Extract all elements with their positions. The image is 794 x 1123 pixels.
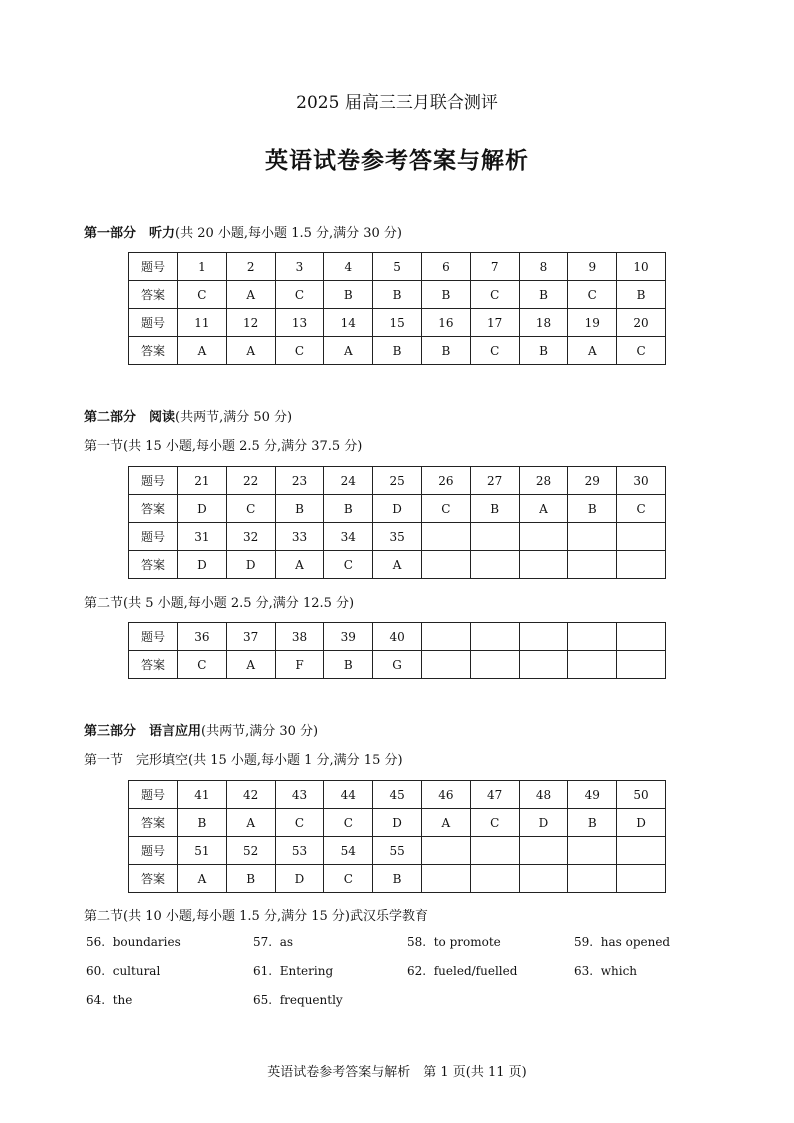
table-cell: 34 — [324, 523, 373, 551]
table-cell: 31 — [178, 523, 227, 551]
table-cell: C — [324, 551, 373, 579]
table-cell: C — [324, 865, 373, 893]
table-cell: B — [324, 495, 373, 523]
table-cell: D — [226, 551, 275, 579]
fill-answer: 63. which — [574, 964, 638, 978]
table-cell — [421, 551, 470, 579]
part3-label: 第三部分 — [84, 724, 137, 739]
table-cell: C — [617, 337, 666, 365]
page-footer: 英语试卷参考答案与解析 第 1 页(共 11 页) — [267, 1065, 527, 1080]
part3-heading — [84, 720, 318, 739]
row-label: 答案 — [129, 809, 178, 837]
table-cell — [470, 651, 519, 679]
table-row — [129, 551, 666, 579]
table-cell — [421, 837, 470, 865]
row-label: 题号 — [129, 837, 178, 865]
table-cell: D — [373, 495, 422, 523]
table-cell: 42 — [226, 781, 275, 809]
table-cell: 20 — [617, 309, 666, 337]
table-cell: A — [519, 495, 568, 523]
row-label: 题号 — [129, 467, 178, 495]
table-cell — [519, 837, 568, 865]
row-label: 题号 — [129, 309, 178, 337]
table-cell: B — [373, 337, 422, 365]
part2-name: 阅读 — [149, 410, 176, 425]
table-cell: A — [226, 809, 275, 837]
table-cell: C — [324, 809, 373, 837]
table-cell: 4 — [324, 253, 373, 281]
table-cell: 39 — [324, 623, 373, 651]
table-cell: B — [519, 281, 568, 309]
table-cell: C — [470, 281, 519, 309]
table-cell: B — [421, 337, 470, 365]
table-cell: A — [421, 809, 470, 837]
table-cell: 30 — [617, 467, 666, 495]
part1-label: 第一部分 — [84, 226, 137, 241]
table-cell — [617, 651, 666, 679]
part2-heading — [84, 406, 292, 425]
table-cell: 10 — [617, 253, 666, 281]
table-cell: C — [226, 495, 275, 523]
row-label: 题号 — [129, 781, 178, 809]
table-cell: 13 — [275, 309, 324, 337]
table-row — [129, 495, 666, 523]
table-cell: 11 — [178, 309, 227, 337]
table-cell: 43 — [275, 781, 324, 809]
table-cell: 51 — [178, 837, 227, 865]
table-cell: C — [275, 337, 324, 365]
table-cell: 44 — [324, 781, 373, 809]
table-cell — [519, 551, 568, 579]
table-cell: 25 — [373, 467, 422, 495]
row-label: 答案 — [129, 651, 178, 679]
table-cell: 46 — [421, 781, 470, 809]
row-label: 题号 — [129, 253, 178, 281]
table-cell: 55 — [373, 837, 422, 865]
part3-desc: (共两节,满分 30 分) — [201, 724, 319, 739]
table-cell: B — [324, 651, 373, 679]
table-cell: C — [568, 281, 617, 309]
part3-section2-title: 第二节(共 10 小题,每小题 1.5 分,满分 15 分)武汉乐学教育 — [84, 909, 428, 924]
fill-answer: 56. boundaries — [86, 935, 181, 949]
part1-name: 听力 — [149, 226, 176, 241]
table-cell: B — [568, 495, 617, 523]
table-cell — [519, 865, 568, 893]
table-cell — [519, 523, 568, 551]
table-cell: 7 — [470, 253, 519, 281]
table-cell: G — [373, 651, 422, 679]
table-cell: B — [373, 865, 422, 893]
table-cell — [568, 523, 617, 551]
table-cell — [470, 523, 519, 551]
table-cell: D — [178, 551, 227, 579]
table-cell — [470, 551, 519, 579]
table-cell: F — [275, 651, 324, 679]
table-cell: 19 — [568, 309, 617, 337]
table-cell: B — [226, 865, 275, 893]
table-row — [129, 651, 666, 679]
table-row — [129, 281, 666, 309]
part1-heading — [84, 222, 402, 241]
table-cell: 15 — [373, 309, 422, 337]
table-cell: 9 — [568, 253, 617, 281]
table-cell: 49 — [568, 781, 617, 809]
table-cell: B — [324, 281, 373, 309]
row-label: 题号 — [129, 623, 178, 651]
table-cell — [470, 623, 519, 651]
table-cell: 35 — [373, 523, 422, 551]
table-cell: 5 — [373, 253, 422, 281]
table-cell: 36 — [178, 623, 227, 651]
table-row — [129, 809, 666, 837]
table-cell: B — [373, 281, 422, 309]
row-label: 答案 — [129, 865, 178, 893]
table-cell: 17 — [470, 309, 519, 337]
table-cell: 33 — [275, 523, 324, 551]
fill-answer: 61. Entering — [253, 964, 334, 978]
table-cell: A — [178, 865, 227, 893]
table-row — [129, 837, 666, 865]
table-cell: 38 — [275, 623, 324, 651]
table-cell: 45 — [373, 781, 422, 809]
table-cell: A — [373, 551, 422, 579]
table-cell: C — [178, 281, 227, 309]
fill-answer: 57. as — [253, 935, 294, 949]
fill-answer: 59. has opened — [574, 935, 671, 949]
table-cell: 8 — [519, 253, 568, 281]
table-row — [129, 337, 666, 365]
table-row — [129, 623, 666, 651]
table-cell: 26 — [421, 467, 470, 495]
table-cell: 2 — [226, 253, 275, 281]
part2-section2-title: 第二节(共 5 小题,每小题 2.5 分,满分 12.5 分) — [84, 596, 355, 611]
part3-name: 语言应用 — [149, 724, 202, 739]
table-cell — [421, 865, 470, 893]
table-cell: B — [568, 809, 617, 837]
table-row — [129, 865, 666, 893]
document-title: 英语试卷参考答案与解析 — [265, 147, 529, 174]
table-cell — [617, 623, 666, 651]
fill-answer: 65. frequently — [253, 993, 343, 1007]
table-cell — [421, 651, 470, 679]
table-cell — [568, 865, 617, 893]
part2-label: 第二部分 — [84, 410, 137, 425]
answer-table — [128, 622, 666, 679]
table-cell: 22 — [226, 467, 275, 495]
table-row — [129, 467, 666, 495]
table-cell: B — [178, 809, 227, 837]
row-label: 答案 — [129, 337, 178, 365]
table-cell: 50 — [617, 781, 666, 809]
table-cell — [617, 551, 666, 579]
answer-table — [128, 466, 666, 579]
table-cell: A — [275, 551, 324, 579]
table-cell — [617, 865, 666, 893]
part2-section1-title: 第一节(共 15 小题,每小题 2.5 分,满分 37.5 分) — [84, 439, 363, 454]
table-cell: 47 — [470, 781, 519, 809]
table-cell: C — [275, 281, 324, 309]
fill-answer: 64. the — [86, 993, 133, 1007]
table-cell: A — [568, 337, 617, 365]
table-cell: D — [275, 865, 324, 893]
table-cell: 37 — [226, 623, 275, 651]
table-row — [129, 253, 666, 281]
table-cell: 28 — [519, 467, 568, 495]
table-cell: B — [617, 281, 666, 309]
table-cell: 3 — [275, 253, 324, 281]
table-cell: D — [373, 809, 422, 837]
table-cell: 27 — [470, 467, 519, 495]
table-cell: 24 — [324, 467, 373, 495]
table-cell: A — [178, 337, 227, 365]
table-cell: A — [226, 651, 275, 679]
table-cell: 40 — [373, 623, 422, 651]
row-label: 答案 — [129, 495, 178, 523]
part2-desc: (共两节,满分 50 分) — [175, 410, 293, 425]
table-cell: 14 — [324, 309, 373, 337]
exam-subtitle: 2025 届高三三月联合测评 — [296, 93, 498, 113]
table-cell: B — [470, 495, 519, 523]
table-cell: C — [275, 809, 324, 837]
table-cell — [470, 865, 519, 893]
table-cell: A — [226, 337, 275, 365]
table-cell — [421, 523, 470, 551]
table-cell: C — [617, 495, 666, 523]
table-cell: B — [519, 337, 568, 365]
table-cell: 54 — [324, 837, 373, 865]
answer-table — [128, 780, 666, 893]
table-cell: C — [178, 651, 227, 679]
part1-desc: (共 20 小题,每小题 1.5 分,满分 30 分) — [175, 226, 403, 241]
row-label: 答案 — [129, 551, 178, 579]
table-cell: D — [178, 495, 227, 523]
table-cell — [519, 651, 568, 679]
table-row — [129, 523, 666, 551]
fill-answer: 60. cultural — [86, 964, 161, 978]
table-cell — [470, 837, 519, 865]
table-cell: C — [421, 495, 470, 523]
table-cell: 41 — [178, 781, 227, 809]
table-row — [129, 781, 666, 809]
fill-answer: 58. to promote — [407, 935, 501, 949]
table-cell: 6 — [421, 253, 470, 281]
table-cell: 29 — [568, 467, 617, 495]
table-cell: C — [470, 337, 519, 365]
table-cell: B — [421, 281, 470, 309]
table-cell — [568, 651, 617, 679]
table-cell: D — [617, 809, 666, 837]
table-cell: 1 — [178, 253, 227, 281]
answer-table — [128, 252, 666, 365]
table-cell: C — [470, 809, 519, 837]
table-cell: A — [324, 337, 373, 365]
table-cell: 12 — [226, 309, 275, 337]
table-cell — [617, 837, 666, 865]
table-cell: 23 — [275, 467, 324, 495]
table-cell: 48 — [519, 781, 568, 809]
table-cell: 32 — [226, 523, 275, 551]
table-cell: D — [519, 809, 568, 837]
table-cell: B — [275, 495, 324, 523]
table-cell — [568, 837, 617, 865]
table-cell: 18 — [519, 309, 568, 337]
table-cell — [519, 623, 568, 651]
table-cell: A — [226, 281, 275, 309]
table-cell: 21 — [178, 467, 227, 495]
table-cell: 16 — [421, 309, 470, 337]
table-row — [129, 309, 666, 337]
part3-section1-title: 第一节 完形填空(共 15 小题,每小题 1 分,满分 15 分) — [84, 753, 403, 768]
table-cell: 53 — [275, 837, 324, 865]
table-cell: 52 — [226, 837, 275, 865]
table-cell — [568, 623, 617, 651]
table-cell — [568, 551, 617, 579]
table-cell — [421, 623, 470, 651]
row-label: 题号 — [129, 523, 178, 551]
fill-answer: 62. fueled/fuelled — [407, 964, 518, 978]
row-label: 答案 — [129, 281, 178, 309]
table-cell — [617, 523, 666, 551]
